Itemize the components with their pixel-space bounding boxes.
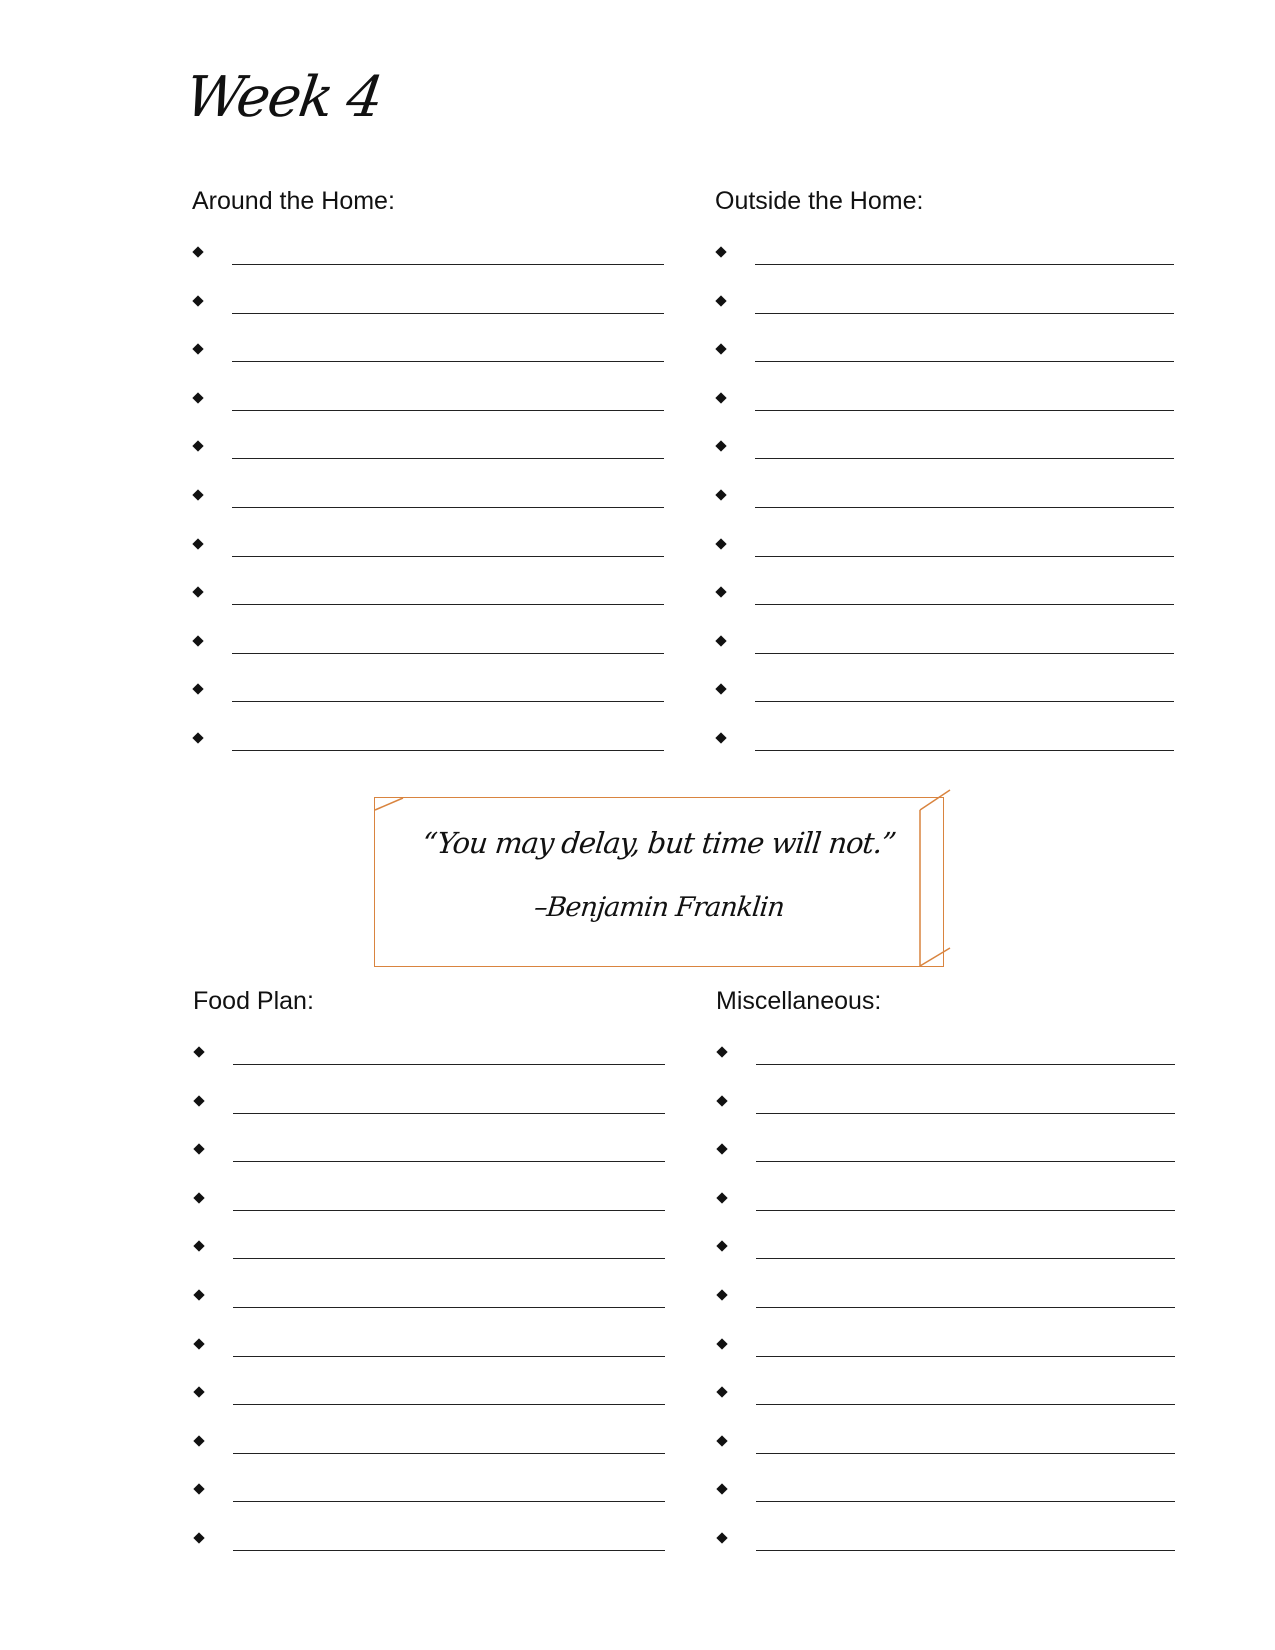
list-item bbox=[716, 1425, 1186, 1474]
diamond-bullet-icon bbox=[193, 1241, 204, 1252]
diamond-bullet-icon bbox=[192, 246, 203, 257]
diamond-bullet-icon bbox=[716, 1484, 727, 1495]
write-in-line[interactable] bbox=[756, 1501, 1175, 1502]
write-in-line[interactable] bbox=[755, 604, 1174, 605]
page-title: Week 4 bbox=[181, 65, 386, 130]
write-in-line[interactable] bbox=[232, 361, 664, 362]
write-in-line[interactable] bbox=[233, 1453, 665, 1454]
diamond-bullet-icon bbox=[715, 392, 726, 403]
list-item bbox=[193, 1182, 663, 1231]
list-item bbox=[192, 625, 662, 674]
write-in-line[interactable] bbox=[756, 1404, 1175, 1405]
diamond-bullet-icon bbox=[192, 295, 203, 306]
diamond-bullet-icon bbox=[193, 1435, 204, 1446]
diamond-bullet-icon bbox=[193, 1046, 204, 1057]
diamond-bullet-icon bbox=[193, 1144, 204, 1155]
diamond-bullet-icon bbox=[193, 1532, 204, 1543]
list-item bbox=[192, 285, 662, 334]
write-in-line[interactable] bbox=[755, 653, 1174, 654]
diamond-bullet-icon bbox=[192, 441, 203, 452]
write-in-line[interactable] bbox=[233, 1501, 665, 1502]
write-in-line[interactable] bbox=[755, 410, 1174, 411]
diamond-bullet-icon bbox=[193, 1386, 204, 1397]
diamond-bullet-icon bbox=[716, 1095, 727, 1106]
list-item bbox=[192, 722, 662, 771]
list-item bbox=[193, 1425, 663, 1474]
list-item bbox=[715, 479, 1185, 528]
section-food-plan bbox=[193, 986, 663, 1571]
list-item bbox=[193, 1376, 663, 1425]
bullet-list-around-the-home bbox=[192, 236, 662, 771]
list-item bbox=[716, 1133, 1186, 1182]
quote-text: “You may delay, but time will not.” bbox=[420, 826, 898, 860]
write-in-line[interactable] bbox=[756, 1550, 1175, 1551]
list-item bbox=[193, 1085, 663, 1134]
diamond-bullet-icon bbox=[192, 586, 203, 597]
write-in-line[interactable] bbox=[233, 1064, 665, 1065]
diamond-bullet-icon bbox=[192, 392, 203, 403]
write-in-line[interactable] bbox=[233, 1404, 665, 1405]
write-in-line[interactable] bbox=[232, 458, 664, 459]
write-in-line[interactable] bbox=[233, 1258, 665, 1259]
write-in-line[interactable] bbox=[232, 701, 664, 702]
diamond-bullet-icon bbox=[715, 684, 726, 695]
section-label-outside-the-home: Outside the Home: bbox=[715, 187, 924, 215]
bullet-list-food-plan bbox=[193, 1036, 663, 1571]
write-in-line[interactable] bbox=[756, 1210, 1175, 1211]
list-item bbox=[192, 576, 662, 625]
list-item bbox=[715, 576, 1185, 625]
write-in-line[interactable] bbox=[756, 1453, 1175, 1454]
list-item bbox=[193, 1473, 663, 1522]
write-in-line[interactable] bbox=[232, 507, 664, 508]
list-item bbox=[193, 1328, 663, 1377]
write-in-line[interactable] bbox=[756, 1161, 1175, 1162]
diamond-bullet-icon bbox=[716, 1435, 727, 1446]
list-item bbox=[193, 1036, 663, 1085]
section-label-around-the-home: Around the Home: bbox=[192, 187, 395, 215]
write-in-line[interactable] bbox=[233, 1161, 665, 1162]
list-item bbox=[715, 430, 1185, 479]
write-in-line[interactable] bbox=[232, 750, 664, 751]
section-outside-the-home bbox=[715, 186, 1185, 771]
quote-author: –Benjamin Franklin bbox=[532, 892, 786, 923]
diamond-bullet-icon bbox=[192, 538, 203, 549]
diamond-bullet-icon bbox=[715, 246, 726, 257]
write-in-line[interactable] bbox=[756, 1113, 1175, 1114]
write-in-line[interactable] bbox=[232, 410, 664, 411]
bullet-list-miscellaneous bbox=[716, 1036, 1186, 1571]
diamond-bullet-icon bbox=[192, 344, 203, 355]
list-item bbox=[192, 528, 662, 577]
write-in-line[interactable] bbox=[232, 264, 664, 265]
list-item bbox=[193, 1133, 663, 1182]
list-item bbox=[716, 1182, 1186, 1231]
diamond-bullet-icon bbox=[715, 295, 726, 306]
diamond-bullet-icon bbox=[715, 538, 726, 549]
diamond-bullet-icon bbox=[716, 1532, 727, 1543]
bullet-list-outside-the-home bbox=[715, 236, 1185, 771]
write-in-line[interactable] bbox=[755, 458, 1174, 459]
list-item bbox=[715, 673, 1185, 722]
write-in-line[interactable] bbox=[233, 1307, 665, 1308]
list-item bbox=[716, 1473, 1186, 1522]
diamond-bullet-icon bbox=[715, 732, 726, 743]
diamond-bullet-icon bbox=[715, 441, 726, 452]
diamond-bullet-icon bbox=[193, 1192, 204, 1203]
write-in-line[interactable] bbox=[756, 1064, 1175, 1065]
list-item bbox=[716, 1085, 1186, 1134]
write-in-line[interactable] bbox=[232, 604, 664, 605]
write-in-line[interactable] bbox=[756, 1307, 1175, 1308]
write-in-line[interactable] bbox=[232, 313, 664, 314]
section-label-food-plan: Food Plan: bbox=[193, 987, 314, 1015]
write-in-line[interactable] bbox=[233, 1356, 665, 1357]
write-in-line[interactable] bbox=[755, 507, 1174, 508]
section-miscellaneous bbox=[716, 986, 1186, 1571]
list-item bbox=[192, 236, 662, 285]
diamond-bullet-icon bbox=[716, 1144, 727, 1155]
list-item bbox=[193, 1230, 663, 1279]
list-item bbox=[716, 1230, 1186, 1279]
list-item bbox=[715, 625, 1185, 674]
diamond-bullet-icon bbox=[192, 635, 203, 646]
write-in-line[interactable] bbox=[755, 361, 1174, 362]
write-in-line[interactable] bbox=[755, 313, 1174, 314]
diamond-bullet-icon bbox=[716, 1289, 727, 1300]
list-item bbox=[715, 333, 1185, 382]
list-item bbox=[192, 673, 662, 722]
list-item bbox=[715, 236, 1185, 285]
diamond-bullet-icon bbox=[192, 684, 203, 695]
diamond-bullet-icon bbox=[715, 489, 726, 500]
quote-box-decoration bbox=[375, 798, 945, 968]
section-around-the-home bbox=[192, 186, 662, 771]
list-item bbox=[715, 285, 1185, 334]
write-in-line[interactable] bbox=[755, 264, 1174, 265]
diamond-bullet-icon bbox=[192, 489, 203, 500]
list-item bbox=[716, 1328, 1186, 1377]
write-in-line[interactable] bbox=[233, 1210, 665, 1211]
list-item bbox=[716, 1279, 1186, 1328]
list-item bbox=[715, 528, 1185, 577]
write-in-line[interactable] bbox=[233, 1113, 665, 1114]
list-item bbox=[716, 1376, 1186, 1425]
diamond-bullet-icon bbox=[716, 1386, 727, 1397]
write-in-line[interactable] bbox=[232, 556, 664, 557]
quote-box bbox=[374, 797, 944, 967]
diamond-bullet-icon bbox=[715, 635, 726, 646]
write-in-line[interactable] bbox=[233, 1550, 665, 1551]
diamond-bullet-icon bbox=[193, 1289, 204, 1300]
diamond-bullet-icon bbox=[193, 1484, 204, 1495]
list-item bbox=[193, 1279, 663, 1328]
list-item bbox=[192, 430, 662, 479]
diamond-bullet-icon bbox=[716, 1241, 727, 1252]
list-item bbox=[716, 1522, 1186, 1571]
diamond-bullet-icon bbox=[715, 344, 726, 355]
diamond-bullet-icon bbox=[716, 1338, 727, 1349]
list-item bbox=[715, 722, 1185, 771]
write-in-line[interactable] bbox=[755, 556, 1174, 557]
list-item bbox=[715, 382, 1185, 431]
list-item bbox=[192, 479, 662, 528]
diamond-bullet-icon bbox=[193, 1095, 204, 1106]
list-item bbox=[193, 1522, 663, 1571]
write-in-line[interactable] bbox=[756, 1258, 1175, 1259]
list-item bbox=[192, 382, 662, 431]
diamond-bullet-icon bbox=[716, 1192, 727, 1203]
list-item bbox=[716, 1036, 1186, 1085]
write-in-line[interactable] bbox=[232, 653, 664, 654]
diamond-bullet-icon bbox=[716, 1046, 727, 1057]
list-item bbox=[192, 333, 662, 382]
diamond-bullet-icon bbox=[193, 1338, 204, 1349]
diamond-bullet-icon bbox=[192, 732, 203, 743]
diamond-bullet-icon bbox=[715, 586, 726, 597]
write-in-line[interactable] bbox=[755, 701, 1174, 702]
write-in-line[interactable] bbox=[756, 1356, 1175, 1357]
section-label-miscellaneous: Miscellaneous: bbox=[716, 987, 882, 1015]
write-in-line[interactable] bbox=[755, 750, 1174, 751]
